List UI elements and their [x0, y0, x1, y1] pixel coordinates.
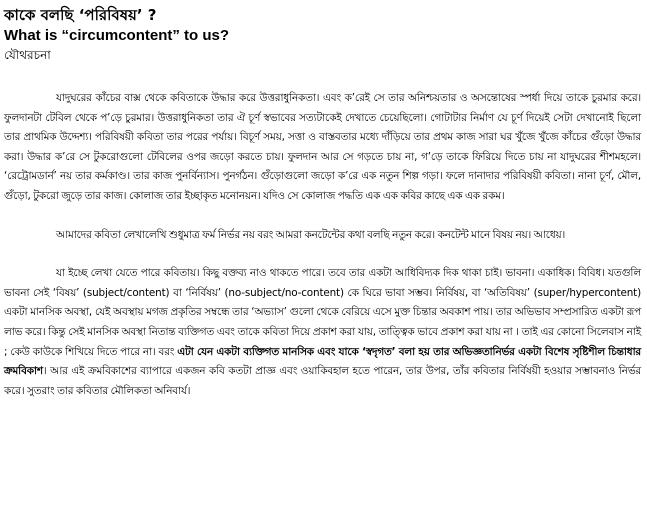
title-english: What is “circumcontent” to us? [4, 27, 230, 44]
paragraph-1: যাদুঘরের কাঁচের বাক্স থেকে কবিতাকে উদ্ধার করে উত্তরাধুনিকতা। এবং ক’রেই সে তার অনিশ্চয়তার ও অসন্তোষের স্পর্ধা দিয়ে তাকে চুরমার করে। ফুলদানটা টেবিল থেকে প’ড়ে চুরমার। উত্তরাধুনিকতা তার ঐ চূর্ণ স্বভাবের সত্যটাকেই দেখাতে চেয়েছিলো। গোটাটার নির্মাণ যে চূর্ণ দিয়েই সেটা দেখানোই ছিলো তার প্রাথমিক উদ্দেশ্য। পরিবিষয়ী কবিতা তার পরের পর্যায়। বিচূর্ণ সময়, সত্তা ও বাস্তবতার মধ্যে দাঁড়িয়ে তার প্রথম কাজ সারা ঘর খুঁজে খুঁজে কাঁচের গুঁড়ো উদ্ধার করা। উদ্ধার ক’রে সে টুকরোগুলো টেবিলের ওপর জড়ো করতে চায়। ফুলদান আর সে গড়তে চায় না, গ’ড়ে তাকে ফিরিয়ে দিতে চায় না যাদুঘরের শীশমহলে। ‘রেট্রোমডার্ন’ নয় তার কর্মকাণ্ড। তার কাজ পুনর্বিন্যাস। পুনর্গঠন। গুঁড়োগুলো জড়ো ক’রে এক নতুন শিল্প গড়া। ফলে দানাদার পরিবিষয়ী কবিতা। নানা চূর্ণ, মৌল, গুঁড়ো, টুকরো জুড়ে তার কাজ। কোলাজ তার ইচ্ছাকৃত মনোনয়ন। যদিও সে কোলাজ পদ্ধতি এক এক কবির কাছে এক এক রকম। [4, 92, 641, 202]
paragraph-3-emphasis: এটা যেন একটা ব্যক্তিগত মানসিক এবং যাকে ‘স্বদৃগত’ বলা হয় তার অভিজ্ঞতানির্ভর একটা বিশেষ সৃষ্টিশীল চিন্তাধার ক্রমবিকাশ [4, 345, 641, 378]
paragraph-2: আমাদের কবিতা লেখালেখি শুধুমাত্র ফর্ম নির্ভর নয় বরং আমরা কনটেন্টের কথা বলছি নতুন করে। কনটেন্ট মানে বিষয় নয়। আধেয়। [56, 228, 566, 241]
author-line: যৌথরচনা [4, 48, 51, 62]
title-bengali: কাকে বলছি ‘পরিবিষয়’ ? [4, 6, 157, 24]
paragraph-3-text-start: যা ইচ্ছে লেখা যেতে পারে কবিতায়। কিছু বক্তব্য নাও থাকতে পারে। তবে তার একটা আধিবিদ্যক দিক থাকা চাই। ভাবনা। একাধিক। বিবিধ। যতগুলি ভাবনা সেই ‘বিষয়’ (subject/content) বা ‘নির্বিষয়’ (no-subject/no-content) কে ঘিরে ভাবা সম্ভব। নির্বিষয়, বা ‘অতিবিষয়’ (super/hypercontent) একটা মানসিক অবস্থা, যেই অবস্থায় মগজ প্রকৃতির সম্বন্ধে তার ‘অভ্যাস’ গুলো থেকে বেরিয়ে এসে মুক্ত চিন্তার অবকাশ পায়। তার অভিভাব সম্প্রসারিত একটা রূপ লাভ করে। কিন্তু সেই মানসিক অবস্থা নিতান্ত ব্যক্তিগত এবং তাকে কবিতা দিয়ে প্রকাশ করা যায়, তাত্ত্বিক ভাবে প্রকাশ করা যায় না । তাই এর কোনো সিলেবাস নাই ; কেউ কাউকে শিখিয়ে দিতে পারে না। বরং [4, 267, 641, 358]
paragraph-3 [4, 264, 641, 401]
paragraph-3-text-end: । আর এই ক্রমবিকাশের ব্যাপারে একজন কবি কতটা প্রাজ্ঞ এবং ওয়াকিবহাল হতে পারেন, তার উপর, তাঁর কবিতার নির্বিষয়ী হওয়ার সম্ভাবনাও নির্ভর করে। সুতরাং তার কবিতার মৌলিকতা অনিবার্য। [4, 365, 641, 397]
